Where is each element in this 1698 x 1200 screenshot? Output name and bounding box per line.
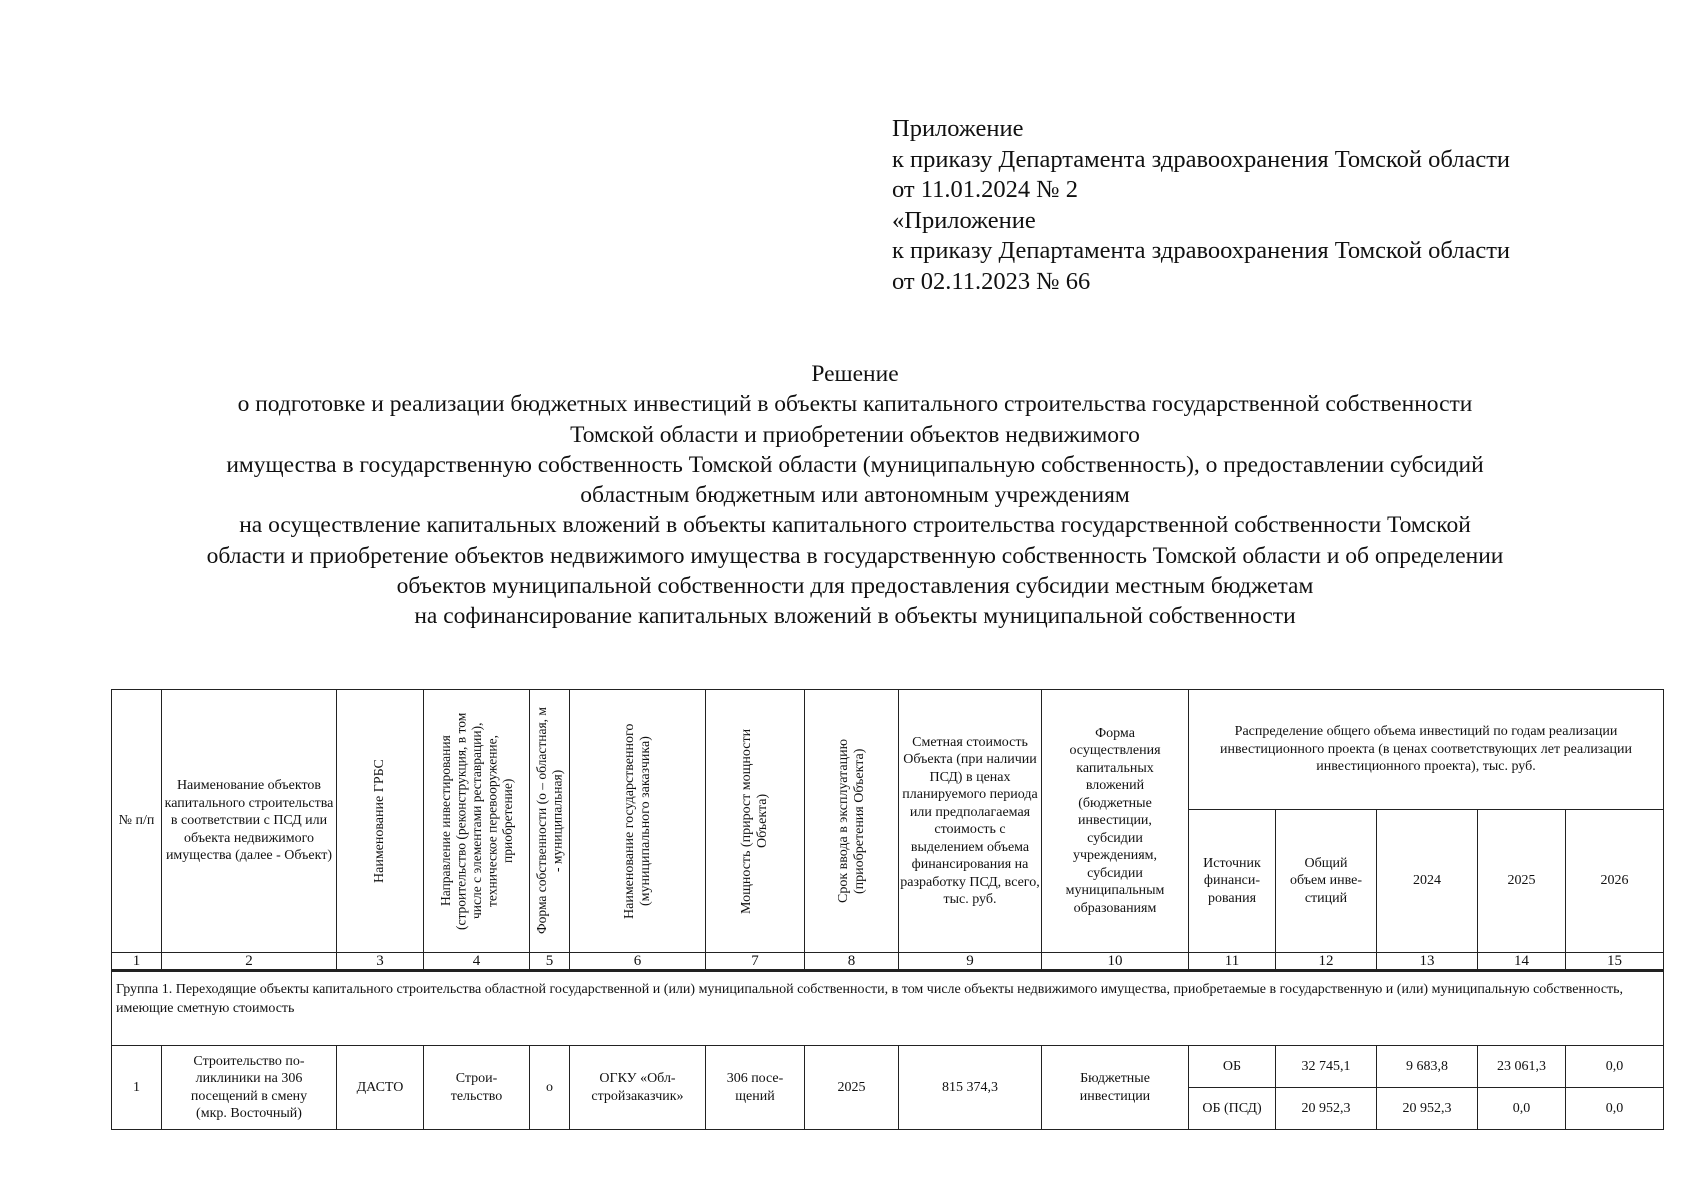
column-number: 7 <box>706 953 805 971</box>
column-number: 2 <box>162 953 337 971</box>
column-number: 13 <box>1377 953 1478 971</box>
appendix-line: от 02.11.2023 № 66 <box>892 267 1091 295</box>
appendix-line: от 11.01.2024 № 2 <box>892 176 1078 203</box>
decision-line: объектов муниципальной собственности для предоставления субсидии местным бюджетам <box>396 573 1314 600</box>
row-2026: 0,0 <box>1566 1046 1664 1088</box>
row-direction: Строи-тельство <box>424 1046 530 1130</box>
column-number: 3 <box>337 953 424 971</box>
investment-table <box>111 689 1664 1130</box>
row-estimate: 815 374,3 <box>899 1046 1042 1130</box>
column-number: 9 <box>899 953 1042 971</box>
decision-title <box>60 359 1650 632</box>
header-capacity: Мощность (прирост мощности Объекта) <box>706 690 805 953</box>
header-total: Общий объем инве-стиций <box>1276 810 1377 953</box>
row-2025: 23 061,3 <box>1478 1046 1566 1088</box>
column-number: 14 <box>1478 953 1566 971</box>
header-grbs: Наименование ГРБС <box>337 690 424 953</box>
header-2024: 2024 <box>1377 810 1478 953</box>
header-commissioning: Срок ввода в эксплуатацию (приобретения Объекта) <box>805 690 899 953</box>
column-number: 12 <box>1276 953 1377 971</box>
column-number: 8 <box>805 953 899 971</box>
row-2026: 0,0 <box>1566 1088 1664 1130</box>
header-object-name: Наименование объектов капитального строительства в соответствии с ПСД или объекта недвижимого имущества (далее - Объект) <box>162 690 337 953</box>
header-num: № п/п <box>112 690 162 953</box>
row-commissioning: 2025 <box>805 1046 899 1130</box>
column-number: 4 <box>424 953 530 971</box>
row-grbs: ДАСТО <box>337 1046 424 1130</box>
header-estimate: Сметная стоимость Объекта (при наличии ПСД) в ценах планируемого периода или предполагаемая стоимость с выделением объема финансирования на разработку ПСД, всего, тыс. руб. <box>899 690 1042 953</box>
header-distribution: Распределение общего объема инвестиций по годам реализации инвестиционного проекта (в ценах соответствующих лет реализации инвестиционного проекта), тыс. руб. <box>1189 690 1664 810</box>
header-customer: Наименование государственного (муниципального заказчика) <box>570 690 706 953</box>
column-number: 11 <box>1189 953 1276 971</box>
row-object-name: Строительство по-ликлиники на 306 посещений в смену (мкр. Восточный) <box>162 1046 337 1130</box>
header-2025: 2025 <box>1478 810 1566 953</box>
column-number: 15 <box>1566 953 1664 971</box>
table-row <box>112 1046 1664 1088</box>
header-ownership: Форма собственности (о – областная, м - муниципальная) <box>530 690 570 953</box>
decision-line: на осуществление капитальных вложений в объекты капитального строительства государственной собственности Томской <box>239 512 1471 539</box>
header-direction: Направление инвестирования (строительство (реконструкция, в том числе с элементами реставрации), техническое перевооружение, приобретение) <box>424 690 530 953</box>
appendix-line: к приказу Департамента здравоохранения Томской области <box>892 145 1511 173</box>
row-customer: ОГКУ «Обл-стройзаказчик» <box>570 1046 706 1130</box>
column-number: 5 <box>530 953 570 971</box>
decision-line: имущества в государственную собственность Томской области (муниципальную собственность), о предоставлении субсидий <box>226 451 1484 478</box>
row-source: ОБ <box>1189 1046 1276 1088</box>
appendix-header <box>892 114 1510 297</box>
row-form: Бюджетные инвестиции <box>1042 1046 1189 1130</box>
decision-line: Томской области и приобретении объектов недвижимого <box>570 421 1140 448</box>
row-total: 20 952,3 <box>1276 1088 1377 1130</box>
column-number-row <box>112 953 1664 971</box>
decision-line: областным бюджетным или автономным учреждениям <box>580 482 1130 509</box>
row-total: 32 745,1 <box>1276 1046 1377 1088</box>
row-2024: 9 683,8 <box>1377 1046 1478 1088</box>
header-source: Источник финанси-рования <box>1189 810 1276 953</box>
header-form: Форма осуществления капитальных вложений (бюджетные инвестиции, субсидии учреждениям, субсидии муниципальным образованиям <box>1042 690 1189 953</box>
row-source: ОБ (ПСД) <box>1189 1088 1276 1130</box>
row-2025: 0,0 <box>1478 1088 1566 1130</box>
decision-line: области и приобретение объектов недвижимого имущества в государственную собственность Томской области и об определении <box>206 542 1504 569</box>
appendix-line: Приложение <box>892 115 1024 142</box>
decision-line: Решение <box>811 361 899 387</box>
header-2026: 2026 <box>1566 810 1664 953</box>
row-num: 1 <box>112 1046 162 1130</box>
group-row <box>112 971 1664 1046</box>
appendix-line: к приказу Департамента здравоохранения Томской области <box>892 237 1511 264</box>
decision-line: о подготовке и реализации бюджетных инвестиций в объекты капитального строительства государственной собственности <box>237 391 1473 418</box>
group-title: Группа 1. Переходящие объекты капитального строительства областной государственной и (или) муниципальной собственности, в том числе объекты недвижимого имущества, приобретаемые в государственную и (или) муниципальную собственность, имеющие сметную стоимость <box>112 971 1664 1046</box>
row-ownership: о <box>530 1046 570 1130</box>
row-2024: 20 952,3 <box>1377 1088 1478 1130</box>
header-row-1 <box>112 690 1664 810</box>
column-number: 6 <box>570 953 706 971</box>
column-number: 10 <box>1042 953 1189 971</box>
column-number: 1 <box>112 953 162 971</box>
appendix-line: «Приложение <box>892 206 1036 234</box>
row-capacity: 306 посе-щений <box>706 1046 805 1130</box>
decision-line: на софинансирование капитальных вложений в объекты муниципальной собственности <box>414 603 1296 630</box>
